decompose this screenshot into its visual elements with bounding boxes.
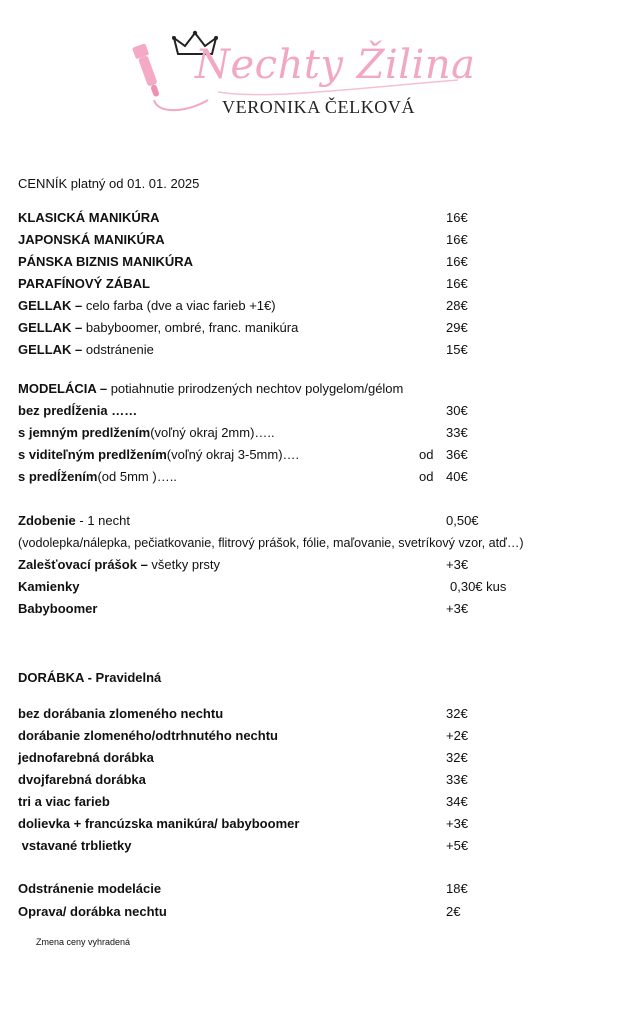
zdobenie-detail: (vodolepka/nálepka, pečiatkovanie, flitrový prášok, fólie, maľovanie, svetríkový vzor, atď…) — [18, 536, 524, 550]
item-price: 0,30€ kus — [450, 579, 507, 594]
list-item: Babyboomer — [18, 601, 98, 616]
list-item: PÁNSKA BIZNIS MANIKÚRA — [18, 254, 194, 269]
item-price: 34€ — [446, 794, 468, 809]
list-item: jednofarebná dorábka — [18, 750, 154, 765]
section-heading-zdobenie: Zdobenie - 1 necht — [18, 513, 130, 528]
item-price: 16€ — [446, 232, 468, 247]
list-item: GELLAK – celo farba (dve a viac farieb +1€) — [18, 298, 276, 313]
list-item: dorábanie zlomeného/odtrhnutého nechtu — [18, 728, 278, 743]
list-item: Odstránenie modelácie — [18, 881, 162, 896]
list-item: PARAFÍNOVÝ ZÁBAL — [18, 276, 150, 291]
item-price: 16€ — [446, 276, 468, 291]
item-price: 40€ — [446, 469, 468, 484]
section-heading-modelacia: MODELÁCIA – potiahnutie prirodzených nechtov polygelom/gélom — [18, 381, 404, 396]
item-price: +3€ — [446, 557, 469, 572]
list-item: Zalešťovací prášok – všetky prsty — [18, 557, 221, 572]
item-price: +3€ — [446, 816, 469, 831]
item-price: 32€ — [446, 706, 468, 721]
brand-name: Nechty Žilina — [195, 42, 476, 88]
list-item: tri a viac farieb — [18, 794, 110, 809]
list-item: s predĺžením(od 5mm )….. — [18, 469, 177, 484]
owner-name: VERONIKA ČELKOVÁ — [222, 97, 416, 117]
list-item: Oprava/ dorábka nechtu — [18, 904, 167, 919]
item-price: 32€ — [446, 750, 468, 765]
item-price: 2€ — [446, 904, 461, 919]
price-list-title: CENNÍK platný od 01. 01. 2025 — [18, 176, 200, 191]
item-price: 0,50€ — [446, 513, 479, 528]
list-item: JAPONSKÁ MANIKÚRA — [18, 232, 165, 247]
list-item: bez predĺženia …… — [18, 403, 138, 418]
list-item: vstavané trblietky — [18, 838, 132, 853]
from-label: od — [419, 469, 434, 484]
list-item: Kamienky — [18, 579, 80, 594]
item-price: 29€ — [446, 320, 468, 335]
item-price: +5€ — [446, 838, 469, 853]
item-price: +2€ — [446, 728, 469, 743]
from-label: od — [419, 447, 434, 462]
list-item: KLASICKÁ MANIKÚRA — [18, 210, 160, 225]
item-price: 18€ — [446, 881, 468, 896]
list-item: bez dorábania zlomeného nechtu — [18, 706, 224, 721]
list-item: s jemným predlžením(voľný okraj 2mm)….. — [18, 425, 275, 440]
item-price: 28€ — [446, 298, 468, 313]
list-item: dvojfarebná dorábka — [18, 772, 146, 787]
list-item: GELLAK – odstránenie — [18, 342, 154, 357]
item-price: 30€ — [446, 403, 468, 418]
list-item: dolievka + francúzska manikúra/ babyboomer — [18, 816, 300, 831]
item-price: 33€ — [446, 772, 468, 787]
section-heading-dorabka: DORÁBKA - Pravidelná — [18, 670, 162, 685]
list-item: s viditeľným predlžením(voľný okraj 3-5mm)…. — [18, 447, 300, 462]
item-price: 33€ — [446, 425, 468, 440]
item-price: 16€ — [446, 210, 468, 225]
item-price: +3€ — [446, 601, 469, 616]
list-item: GELLAK – babyboomer, ombré, franc. manikúra — [18, 320, 299, 335]
item-price: 15€ — [446, 342, 468, 357]
item-price: 16€ — [446, 254, 468, 269]
item-price: 36€ — [446, 447, 468, 462]
footnote: Zmena ceny vyhradená — [36, 937, 131, 947]
